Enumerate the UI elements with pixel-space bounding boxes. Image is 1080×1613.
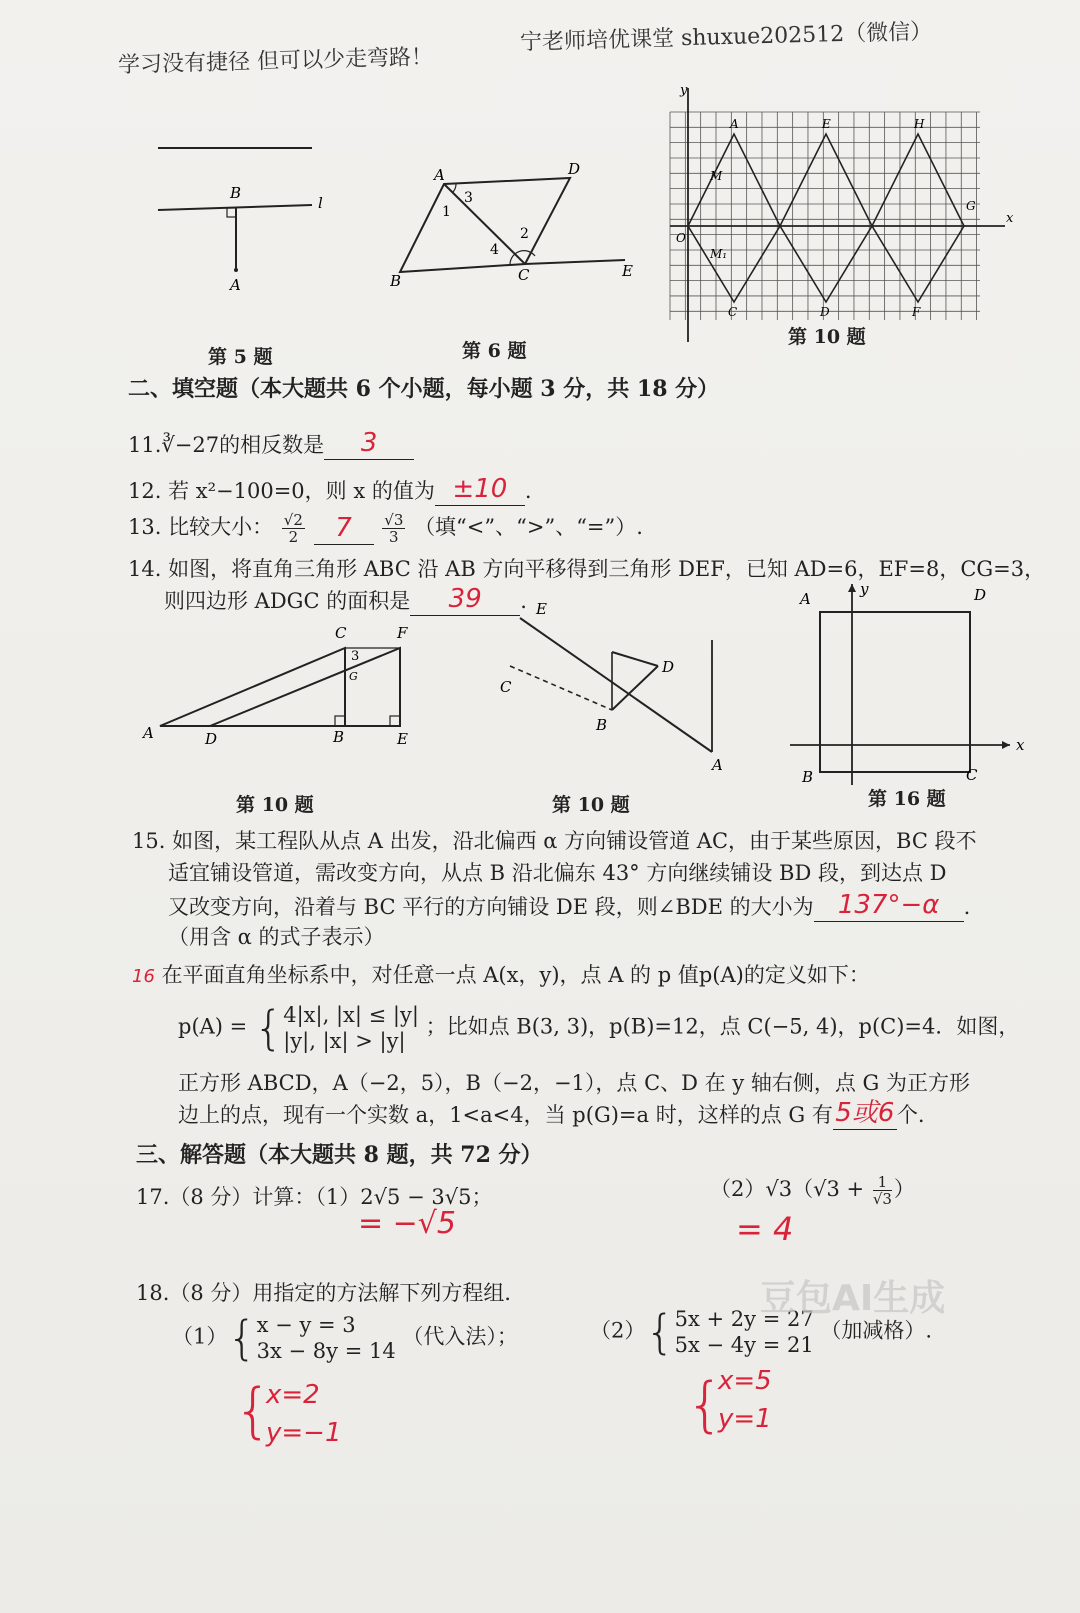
q16-end: 个. [896,1103,925,1127]
question-14-line1: 14. 如图，将直角三角形 ABC 沿 AB 方向平移得到三角形 DEF，已知 AD=6，EF=8，CG=3， [128,557,1046,581]
question-12 [128,474,532,506]
fig15-label-E: E [536,600,547,618]
q16-case2: |y|, |x| > |y| [283,1029,406,1053]
grid-label-O: O [676,231,686,245]
question-16-line1 [132,960,870,992]
header-slogan: 学习没有捷径 但可以少走弯路！ [117,44,434,79]
q18-p2-method: （加减格）. [820,1318,933,1343]
grid-label-M1: M₁ [710,247,728,261]
q16-cases [283,1002,419,1054]
figure-10-grid [650,80,1020,350]
q11-answer-blank [324,428,414,460]
q16-number: 16 [132,966,155,987]
q18-answer2-x: x=5 [718,1366,772,1396]
q18-answer1-x: x=2 [266,1380,320,1410]
q16-answer-blank [833,1098,897,1130]
q13-f1-den: 2 [288,528,299,546]
question-15-line3 [168,890,970,922]
q17-part2-text: （2）√3（√3 + [710,1177,865,1201]
q12-answer-blank [435,474,525,506]
q13-answer: 7 [335,513,352,543]
q18-answer1-brace: { [234,1376,273,1446]
fig15-label-A: A [712,756,723,774]
grid-label-F: F [912,305,921,319]
fig16-label-B: B [802,768,814,786]
q18-p2-brace: { [645,1305,675,1359]
q16-lhs: p(A) = [178,1014,248,1039]
q16-definition-intro: 在平面直角坐标系中，对任意一点 A(x，y)，点 A 的 p 值p(A)的定义如下： [161,963,870,987]
q13-f1-num: √2 [283,511,303,529]
fig14-caption: 第 10 题 [236,794,314,816]
q13-fraction-right [382,512,405,545]
q16-brace: { [253,1001,284,1055]
fig6-label-D: D [568,160,581,178]
fig6-angle-3: 3 [464,190,473,206]
figure-6 [390,160,640,300]
q18-p1-eq1: x − y = 3 [256,1313,356,1337]
figure-16 [790,580,1040,790]
fig6-caption: 第 6 题 [462,340,527,362]
fig6-angle-4: 4 [490,242,499,258]
q15-text: 又改变方向，沿着与 BC 平行的方向铺设 DE 段，则∠BDE 的大小为 [168,895,814,919]
question-17-part2 [710,1174,915,1207]
q18-p2-eq1: 5x + 2y = 27 [674,1307,814,1331]
q12-end: . [524,479,532,503]
q18-answer1-y: y=−1 [266,1418,342,1448]
section-solutions-title: 三、解答题（本大题共 8 题，共 72 分） [136,1142,543,1168]
fig14-label-A: A [143,724,154,742]
question-18-part1 [172,1312,518,1364]
fig16-label-A: A [800,590,811,608]
fig6-label-E: E [622,262,633,280]
q13-hint: （填“<”、“>”、“=”）. [414,515,643,539]
q15-answer: 137°−α [837,890,940,920]
fig16-label-y: y [860,580,869,598]
question-14-line2 [164,584,527,616]
fig15-caption: 第 10 题 [552,794,630,816]
fig6-label-C: C [518,266,530,284]
q18-p1-system [257,1312,396,1364]
fig14-label-E: E [397,730,408,748]
q18-p2-eq2: 5x − 4y = 21 [674,1333,814,1357]
q18-p1-label: （1） [172,1324,228,1349]
fig16-label-D: D [974,586,987,604]
question-13 [128,512,643,545]
fig16-caption: 第 16 题 [868,788,946,810]
q18-answer2-y: y=1 [718,1404,772,1434]
fig14-label-C: C [335,624,347,642]
q14-answer: 39 [448,584,482,614]
q16-answer: 5或6 [835,1098,895,1128]
figure-15 [500,600,770,780]
zigzag-lower [688,226,964,302]
question-16-line3: 正方形 ABCD，A（−2，5），B（−2，−1），点 C、D 在 y 轴右侧，点 G 为正方形 [178,1071,970,1095]
q15-answer-blank [814,890,964,922]
q12-number: 12. [128,479,162,503]
question-16-line4 [178,1098,925,1130]
fig15-label-D: D [662,658,675,676]
fig10-grid-caption: 第 10 题 [788,326,866,348]
q13-text: 比较大小： [168,515,274,539]
fig5-label-A: A [230,276,241,294]
q13-fraction-left [282,512,305,545]
grid-lines [670,112,980,320]
fig14-label-3: 3 [351,649,360,664]
q14-end: . [520,589,527,613]
grid-label-A: A [730,117,739,131]
grid-label-E: E [822,117,831,131]
q17-close-paren: ） [893,1177,915,1201]
grid-label-G: G [966,199,976,213]
fig5-caption: 第 5 题 [208,346,273,368]
ai-watermark: 豆包AI生成 [760,1278,946,1319]
figure-14 [135,620,425,760]
q11-text: 的相反数是 [219,433,325,457]
question-17-part1: 17.（8 分）计算：（1）2√5 − 3√5； [136,1185,493,1209]
question-15-line1: 15. 如图，某工程队从点 A 出发，沿北偏西 α 方向铺设管道 AC，由于某些原因，BC 段不 [132,829,977,853]
fig14-label-F: F [397,624,408,642]
fig14-label-B: B [333,728,345,746]
question-18-title: 18.（8 分）用指定的方法解下列方程组． [136,1281,526,1305]
q17-answer-2: = 4 [736,1210,794,1248]
question-11 [128,428,414,460]
q17-frac-num: 1 [873,1174,892,1191]
q13-number: 13. [128,515,162,539]
header-teacher-wechat: 宁老师培优课堂 shuxue202512（微信） [519,19,933,56]
q11-answer: 3 [360,428,378,458]
fig6-label-B: B [390,272,402,290]
grid-label-D: D [820,305,830,319]
question-15-line2: 适宜铺设管道，需改变方向，从点 B 沿北偏东 43° 方向继续铺设 BD 段，到达点 D [168,861,947,885]
fig14-label-G: G [349,670,358,683]
grid-label-x: x [1006,211,1014,226]
fig5-label-l: l [318,194,323,212]
q17-answer-1: = −√5 [358,1206,457,1241]
q18-p2-label: （2） [590,1318,646,1343]
fig6-label-A: A [434,166,445,184]
grid-label-y: y [680,83,688,98]
q16-examples: ；比如点 B(3, 3)，p(B)=12，点 C(−5, 4)，p(C)=4．如图， [425,1014,1020,1039]
q13-f2-den: 3 [389,528,399,546]
fig6-angle-2: 2 [520,226,529,242]
grid-label-H: H [914,117,925,131]
q17-frac-den: √3 [872,1190,892,1208]
grid-label-M: M [710,169,723,183]
q15-end: . [963,895,971,919]
fig15-label-C: C [500,678,512,696]
fig16-label-x: x [1016,736,1025,754]
section-fill-blank-title: 二、填空题（本大题共 6 个小题，每小题 3 分，共 18 分） [128,376,720,402]
q12-text: 若 x²−100=0，则 x 的值为 [168,479,435,503]
q13-answer-blank [314,513,374,545]
q11-expression: ∛−27 [161,433,220,457]
q18-p1-eq2: 3x − 8y = 14 [256,1339,396,1363]
q16-text: 边上的点，现有一个实数 a，1<a<4，当 p(G)=a 时，这样的点 G 有 [178,1103,833,1127]
q12-answer: ±10 [452,474,508,504]
fig16-label-C: C [966,766,978,784]
fig15-label-B: B [596,716,608,734]
fig5-label-B: B [230,184,242,202]
q17-fraction [873,1174,892,1207]
q13-f2-num: √3 [384,511,404,529]
q14-text: 则四边形 ADGC 的面积是 [164,589,411,613]
fig6-angle-1: 1 [442,204,451,220]
figure-5 [150,130,350,310]
question-16-piecewise [178,1002,1019,1054]
q18-answer2-brace: { [686,1370,725,1440]
question-15-line4: （用含 α 的式子表示） [168,925,385,949]
q11-number: 11. [128,433,162,457]
fig14-label-D: D [205,730,218,748]
q18-p1-brace: { [227,1311,257,1365]
q18-p1-method: （代入法）； [402,1324,518,1349]
q16-case1: 4|x|, |x| ≤ |y| [283,1003,419,1027]
grid-label-C: C [728,305,738,319]
zigzag-upper [688,134,964,226]
